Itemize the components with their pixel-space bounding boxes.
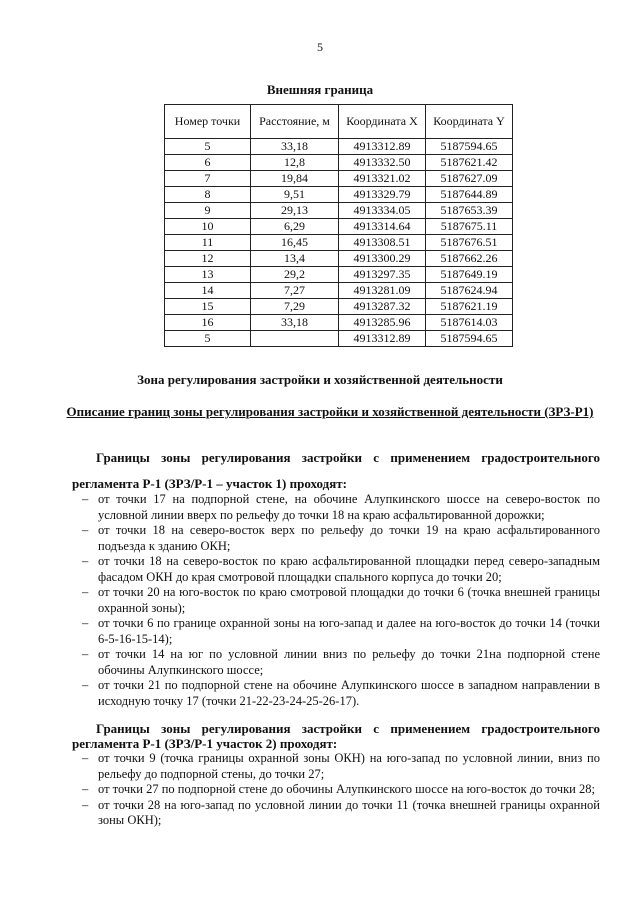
cell-coordinate-x: 4913329.79 xyxy=(339,187,426,203)
cell-coordinate-x: 4913297.35 xyxy=(339,267,426,283)
list-item-text: от точки 18 на северо-восток верх по рельефу до точки 19 на краю асфальтированного подъезда к зданию ОКН; xyxy=(98,523,600,553)
list-item-text: от точки 6 по границе охранной зоны на юго-запад и далее на юго-восток до точки 14 (точки 6-5-16-15-14); xyxy=(98,616,600,646)
list-item xyxy=(72,647,600,678)
cell-coordinate-x: 4913281.09 xyxy=(339,283,426,299)
cell-coordinate-y: 5187621.19 xyxy=(426,299,513,315)
list-item xyxy=(72,678,600,709)
list-item-text: от точки 28 на юго-запад по условной линии до точки 11 (точка внешней границы охранной зоны ОКН); xyxy=(98,797,600,827)
cell-point-number: 12 xyxy=(165,251,251,267)
table-row xyxy=(165,251,513,267)
cell-coordinate-x: 4913332.50 xyxy=(339,155,426,171)
dash-bullet-icon: – xyxy=(82,585,89,599)
page-number: 5 xyxy=(317,40,323,54)
cell-coordinate-x: 4913285.96 xyxy=(339,315,426,331)
part2-list xyxy=(72,751,600,829)
table-row xyxy=(165,235,513,251)
header-distance: Расстояние, м xyxy=(251,105,339,139)
cell-point-number: 9 xyxy=(165,203,251,219)
cell-point-number: 16 xyxy=(165,315,251,331)
cell-distance: 7,27 xyxy=(251,283,339,299)
cell-coordinate-x: 4913308.51 xyxy=(339,235,426,251)
list-item xyxy=(72,554,600,585)
cell-distance: 7,29 xyxy=(251,299,339,315)
table-body xyxy=(165,139,513,347)
table-row xyxy=(165,299,513,315)
table-row xyxy=(165,187,513,203)
cell-point-number: 6 xyxy=(165,155,251,171)
list-item-text: от точки 14 на юг по условной линии вниз по рельефу до точки 21на подпорной стене обочины Алупкинского шоссе; xyxy=(98,647,600,677)
cell-coordinate-y: 5187662.26 xyxy=(426,251,513,267)
part2-heading: Границы зоны регулирования застройки с применением градостроительного регламента Р-1 (ЗРЗ/Р-1 участок 2) проходят: xyxy=(72,721,600,751)
cell-point-number: 5 xyxy=(165,139,251,155)
part1-heading: Границы зоны регулирования застройки с применением градостроительного регламента Р-1 (ЗРЗ/Р-1 – участок 1) проходят: xyxy=(72,450,600,491)
cell-point-number: 8 xyxy=(165,187,251,203)
list-item-text: от точки 18 на северо-восток по краю асфальтированной площадки перед северо-западным фасадом ОКН до края смотровой площадки спального корпуса до точки 20; xyxy=(98,554,600,584)
coordinates-table xyxy=(164,104,513,347)
dash-bullet-icon: – xyxy=(82,523,89,537)
list-item xyxy=(72,798,600,829)
header-coordinate-x: Координата X xyxy=(339,105,426,139)
list-item-text: от точки 20 на юго-восток по краю смотровой площадки до точки 6 (точка внешней границы охранной зоны); xyxy=(98,585,600,615)
list-item xyxy=(72,782,600,798)
cell-distance xyxy=(251,331,339,347)
table-row xyxy=(165,267,513,283)
list-item xyxy=(72,751,600,782)
cell-point-number: 14 xyxy=(165,283,251,299)
cell-coordinate-x: 4913321.02 xyxy=(339,171,426,187)
cell-coordinate-x: 4913314.64 xyxy=(339,219,426,235)
cell-coordinate-y: 5187594.65 xyxy=(426,331,513,347)
cell-point-number: 11 xyxy=(165,235,251,251)
cell-distance: 33,18 xyxy=(251,139,339,155)
cell-distance: 19,84 xyxy=(251,171,339,187)
cell-distance: 13,4 xyxy=(251,251,339,267)
header-coordinate-y: Координата Y xyxy=(426,105,513,139)
section-subtitle: Описание границ зоны регулирования застройки и хозяйственной деятельности (ЗРЗ-Р1) xyxy=(66,404,594,419)
list-item xyxy=(72,616,600,647)
cell-coordinate-y: 5187624.94 xyxy=(426,283,513,299)
cell-distance: 9,51 xyxy=(251,187,339,203)
header-point-number: Номер точки xyxy=(165,105,251,139)
table-row xyxy=(165,171,513,187)
list-item-text: от точки 27 по подпорной стене до обочины Алупкинского шоссе на юго-восток до точки 28; xyxy=(98,782,595,796)
dash-bullet-icon: – xyxy=(82,492,89,506)
cell-distance: 29,13 xyxy=(251,203,339,219)
cell-distance: 33,18 xyxy=(251,315,339,331)
table-row xyxy=(165,155,513,171)
cell-coordinate-x: 4913312.89 xyxy=(339,139,426,155)
cell-coordinate-x: 4913287.32 xyxy=(339,299,426,315)
table-row xyxy=(165,219,513,235)
dash-bullet-icon: – xyxy=(82,678,89,692)
cell-coordinate-y: 5187649.19 xyxy=(426,267,513,283)
cell-coordinate-x: 4913334.05 xyxy=(339,203,426,219)
list-item xyxy=(72,492,600,523)
section-title: Зона регулирования застройки и хозяйственной деятельности xyxy=(137,372,503,387)
list-item-text: от точки 9 (точка границы охранной зоны ОКН) на юго-запад по условной линии, вниз по рельефу до подпорной стены, до точки 27; xyxy=(98,751,600,781)
cell-coordinate-x: 4913312.89 xyxy=(339,331,426,347)
table-row xyxy=(165,331,513,347)
dash-bullet-icon: – xyxy=(82,797,89,812)
cell-point-number: 5 xyxy=(165,331,251,347)
list-item xyxy=(72,585,600,616)
cell-point-number: 10 xyxy=(165,219,251,235)
cell-coordinate-y: 5187676.51 xyxy=(426,235,513,251)
dash-bullet-icon: – xyxy=(82,751,89,765)
list-item xyxy=(72,523,600,554)
dash-bullet-icon: – xyxy=(82,616,89,630)
part1-list xyxy=(72,492,600,709)
cell-distance: 12,8 xyxy=(251,155,339,171)
list-item-text: от точки 21 по подпорной стене на обочине Алупкинского шоссе в западном направлении в исходную точку 17 (точки 21-22-23-24-25-26-17). xyxy=(98,678,600,708)
dash-bullet-icon: – xyxy=(82,782,89,796)
table-row xyxy=(165,203,513,219)
cell-coordinate-y: 5187614.03 xyxy=(426,315,513,331)
cell-coordinate-y: 5187594.65 xyxy=(426,139,513,155)
dash-bullet-icon: – xyxy=(82,554,89,568)
table-row xyxy=(165,315,513,331)
cell-point-number: 7 xyxy=(165,171,251,187)
cell-distance: 6,29 xyxy=(251,219,339,235)
cell-point-number: 13 xyxy=(165,267,251,283)
cell-coordinate-y: 5187644.89 xyxy=(426,187,513,203)
cell-coordinate-y: 5187627.09 xyxy=(426,171,513,187)
cell-coordinate-y: 5187675.11 xyxy=(426,219,513,235)
table-title: Внешняя граница xyxy=(266,82,374,97)
table-row xyxy=(165,283,513,299)
cell-coordinate-x: 4913300.29 xyxy=(339,251,426,267)
cell-distance: 16,45 xyxy=(251,235,339,251)
dash-bullet-icon: – xyxy=(82,647,89,661)
cell-coordinate-y: 5187621.42 xyxy=(426,155,513,171)
table-row xyxy=(165,139,513,155)
cell-point-number: 15 xyxy=(165,299,251,315)
table-header-row xyxy=(165,105,513,139)
cell-distance: 29,2 xyxy=(251,267,339,283)
cell-coordinate-y: 5187653.39 xyxy=(426,203,513,219)
list-item-text: от точки 17 на подпорной стене, на обочине Алупкинского шоссе на северо-восток по условной линии вверх по рельефу до точки 18 на краю асфальтированной дорожки; xyxy=(98,492,600,522)
